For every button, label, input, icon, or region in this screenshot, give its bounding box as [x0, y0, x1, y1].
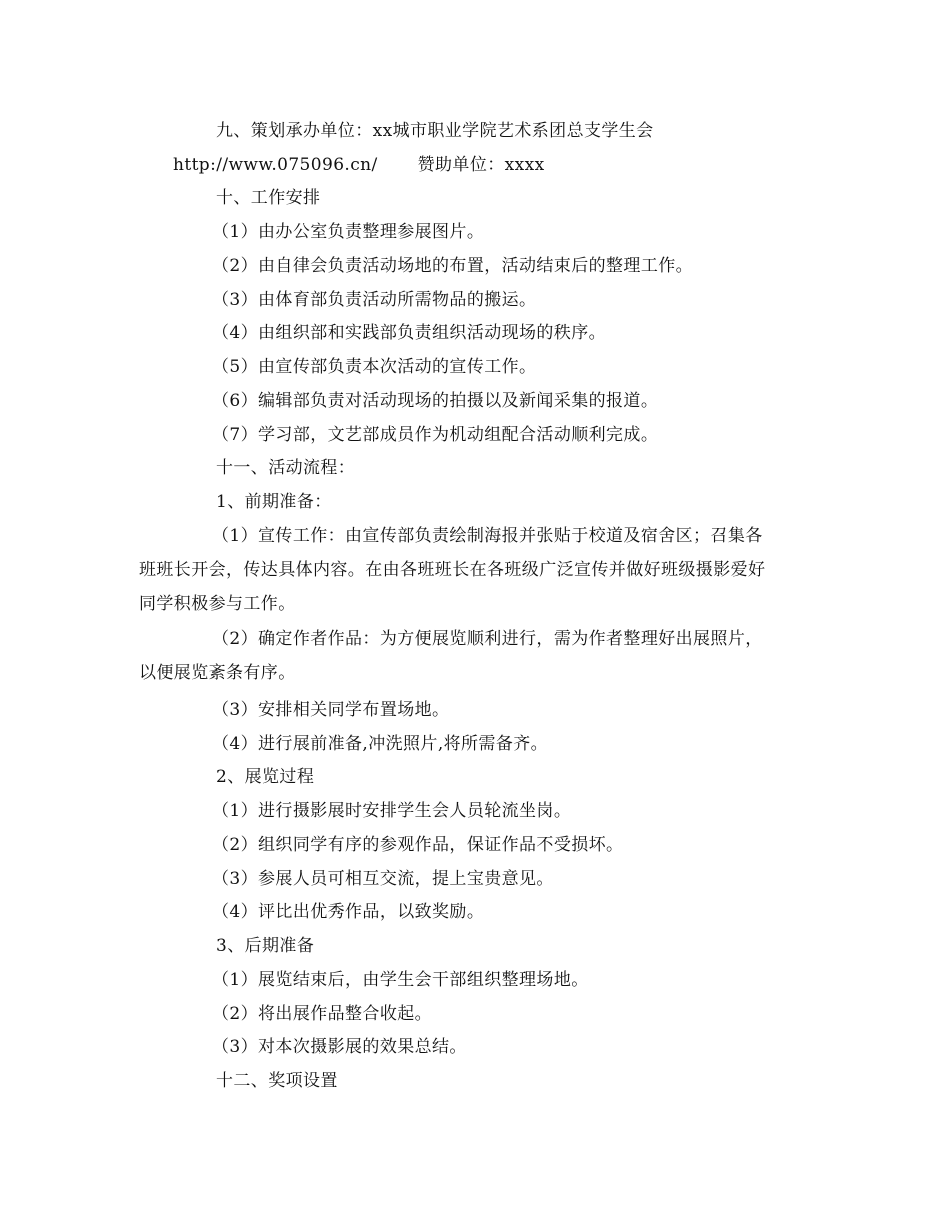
pre-item-1-line-3: 同学积极参与工作。	[139, 594, 296, 614]
exhibition-item-1: （1）进行摄影展时安排学生会人员轮流坐岗。	[212, 801, 572, 821]
post-item-3: （3）对本次摄影展的效果总结。	[212, 1037, 467, 1057]
post-item-2: （2）将出展作品整合收起。	[212, 1004, 433, 1024]
section-12-heading: 十二、奖项设置	[216, 1071, 338, 1091]
pre-item-2-line-2: 以便展览紊条有序。	[139, 663, 296, 683]
work-item-1: （1）由办公室负责整理参展图片。	[212, 222, 485, 242]
url-sponsor-line	[173, 155, 545, 175]
section-10-heading: 十、工作安排	[216, 188, 321, 208]
work-item-3: （3）由体育部负责活动所需物品的搬运。	[212, 290, 537, 310]
pre-item-1-line-1: （1）宣传工作：由宣传部负责绘制海报并张贴于校道及宿舍区；召集各	[212, 526, 763, 546]
work-item-4: （4）由组织部和实践部负责组织活动现场的秩序。	[212, 323, 607, 343]
exhibition-item-4: （4）评比出优秀作品，以致奖励。	[212, 902, 485, 922]
post-item-1: （1）展览结束后，由学生会干部组织整理场地。	[212, 970, 589, 990]
pre-item-4: （4）进行展前准备,冲洗照片,将所需备齐。	[212, 734, 549, 754]
work-item-5: （5）由宣传部负责本次活动的宣传工作。	[212, 357, 537, 377]
section-9-heading: 九、策划承办单位：xx城市职业学院艺术系团总支学生会	[216, 121, 654, 141]
work-item-2: （2）由自律会负责活动场地的布置，活动结束后的整理工作。	[212, 256, 694, 276]
section-11-heading: 十一、活动流程：	[216, 458, 356, 478]
exhibition-heading: 2、展览过程	[216, 767, 315, 787]
website-url: http://www.075096.cn/	[173, 155, 378, 175]
pre-item-2-line-1: （2）确定作者作品：为方便展览顺利进行，需为作者整理好出展照片，	[212, 629, 763, 649]
work-item-7: （7）学习部，文艺部成员作为机动组配合活动顺利完成。	[212, 425, 659, 445]
pre-item-3: （3）安排相关同学布置场地。	[212, 700, 450, 720]
work-item-6: （6）编辑部负责对活动现场的拍摄以及新闻采集的报道。	[212, 391, 659, 411]
post-prep-heading: 3、后期准备	[216, 936, 315, 956]
sponsor-text: 赞助单位：xxxx	[417, 155, 545, 175]
pre-item-1-line-2: 班班长开会，传达具体内容。在由各班班长在各班级广泛宣传并做好班级摄影爱好	[139, 560, 766, 580]
pre-prep-heading: 1、前期准备：	[216, 492, 332, 512]
exhibition-item-3: （3）参展人员可相互交流，提上宝贵意见。	[212, 869, 554, 889]
exhibition-item-2: （2）组织同学有序的参观作品，保证作品不受损坏。	[212, 835, 624, 855]
